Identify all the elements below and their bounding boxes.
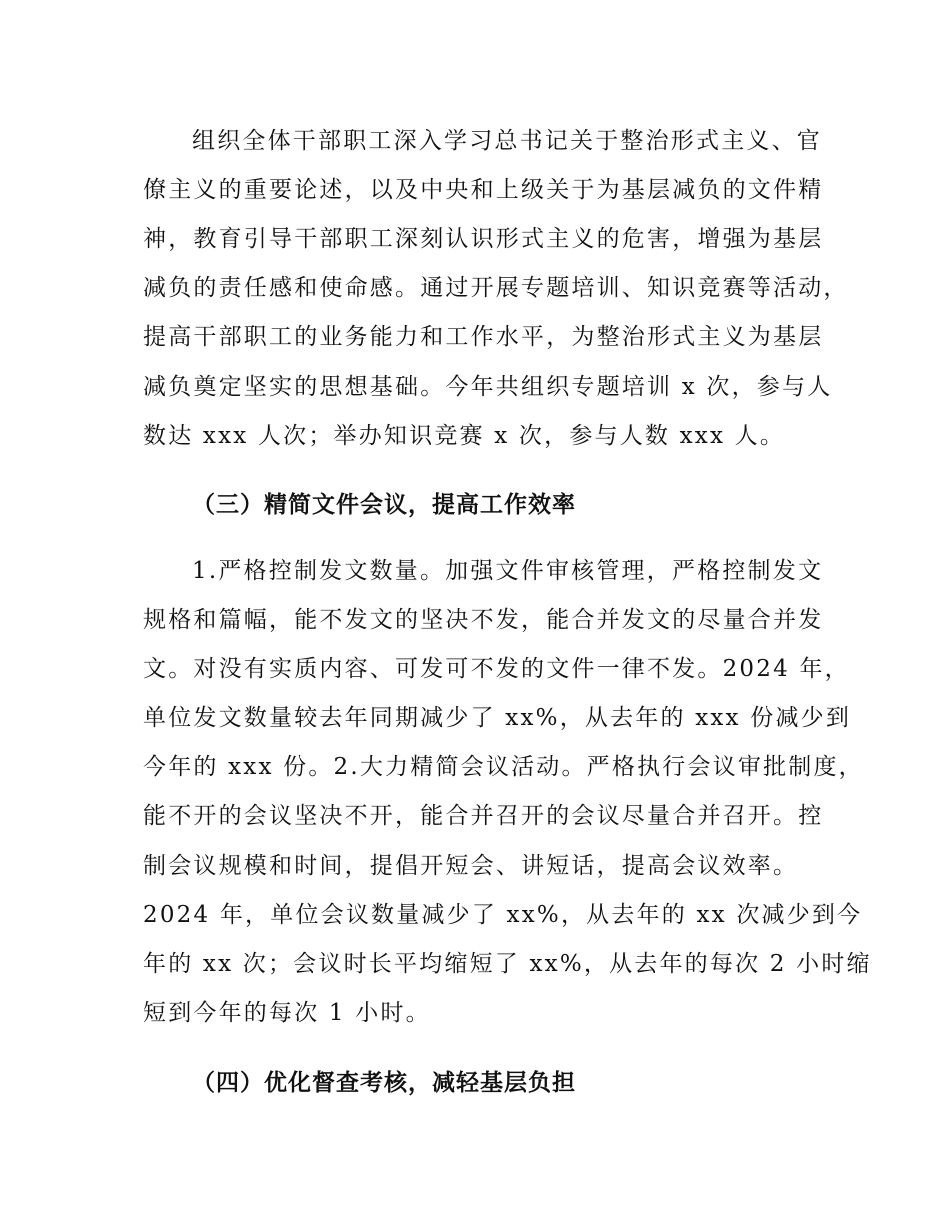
paragraph-line: 能不开的会议坚决不开，能合并召开的会议尽量合并召开。控 <box>143 803 824 829</box>
paragraph-line: 1.严格控制发文数量。加强文件审核管理，严格控制发文 <box>192 558 824 584</box>
paragraph-line: 僚主义的重要论述，以及中央和上级关于为基层减负的文件精 <box>143 177 824 203</box>
paragraph-line: 今年的 xxx 份。2.大力精简会议活动。严格执行会议审批制度， <box>143 754 864 780</box>
paragraph-line: 组织全体干部职工深入学习总书记关于整治形式主义、官 <box>192 128 822 154</box>
paragraph-line: 单位发文数量较去年同期减少了 xx%，从去年的 xxx 份减少到 <box>143 705 852 731</box>
paragraph-line: 减负的责任感和使命感。通过开展专题培训、知识竞赛等活动， <box>143 275 849 301</box>
paragraph-line: 提高干部职工的业务能力和工作水平，为整治形式主义为基层 <box>143 324 824 350</box>
paragraph-line: 短到今年的每次 1 小时。 <box>143 1000 431 1026</box>
paragraph-line: 减负奠定坚实的思想基础。今年共组织专题培训 x 次，参与人 <box>143 374 833 400</box>
paragraph-line: 规格和篇幅，能不发文的坚决不发，能合并发文的尽量合并发 <box>143 607 824 633</box>
paragraph-line: 制会议规模和时间，提倡开短会、讲短话，提高会议效率。 <box>143 853 799 879</box>
paragraph-line: 文。对没有实质内容、可发可不发的文件一律不发。2024 年， <box>143 656 850 682</box>
paragraph-line: 年的 xx 次；会议时长平均缩短了 xx%，从去年的每次 2 小时缩 <box>143 951 872 977</box>
section-heading-3: （三）精简文件会议，提高工作效率 <box>192 492 576 518</box>
section-heading-4: （四）优化督查考核，减轻基层负担 <box>192 1070 576 1096</box>
paragraph-line: 神，教育引导干部职工深刻认识形式主义的危害，增强为基层 <box>143 226 824 252</box>
paragraph-line: 2024 年，单位会议数量减少了 xx%，从去年的 xx 次减少到今 <box>143 902 863 928</box>
paragraph-line: 数达 xxx 人次；举办知识竞赛 x 次，参与人数 xxx 人。 <box>143 423 786 449</box>
